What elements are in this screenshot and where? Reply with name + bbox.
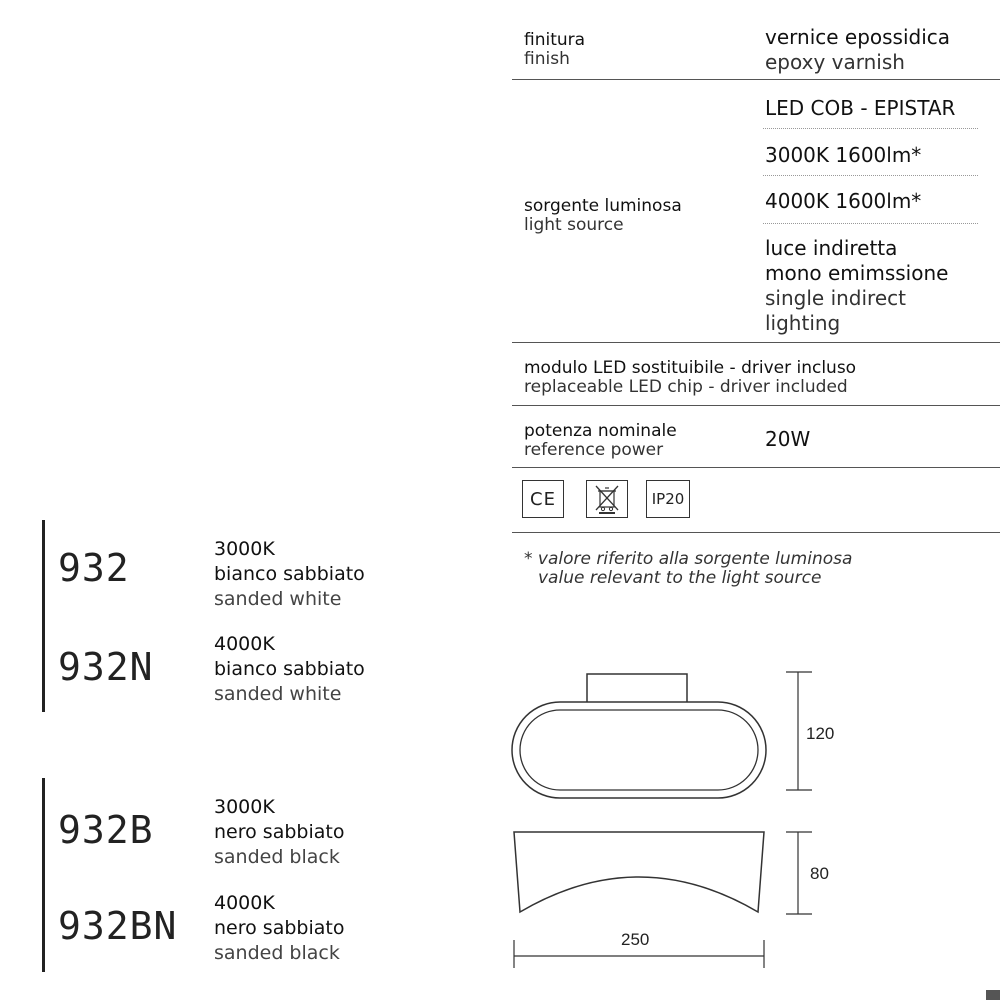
emission-en-1: single indirect xyxy=(765,286,906,310)
ce-mark-icon xyxy=(522,480,564,518)
variant-finish-it: nero sabbiato xyxy=(214,917,345,939)
emission-it-2: mono emimssione xyxy=(765,261,949,285)
variant-temp: 4000K xyxy=(214,633,275,655)
footnote-it: * valore riferito alla sorgente luminosa xyxy=(524,549,853,569)
module-text-en: replaceable LED chip - driver included xyxy=(524,377,848,397)
variant-temp: 3000K xyxy=(214,796,275,818)
divider xyxy=(512,467,1000,468)
variant-temp: 3000K xyxy=(214,538,275,560)
variant-finish-en: sanded black xyxy=(214,942,340,964)
variant-group-bar xyxy=(42,520,45,712)
light-source-label-en: light source xyxy=(524,215,624,235)
variant-details xyxy=(214,537,365,612)
variant-finish-it: nero sabbiato xyxy=(214,821,345,843)
finish-label-it: finitura xyxy=(524,30,586,50)
footnote-en: value relevant to the light source xyxy=(538,568,822,588)
option-3000k: 3000K 1600lm* xyxy=(765,143,922,167)
variant-finish-en: sanded white xyxy=(214,683,342,705)
ce-mark-text: CE xyxy=(530,488,556,510)
lamp-side-profile xyxy=(514,832,764,912)
divider xyxy=(512,79,1000,80)
dimension-label-250: 250 xyxy=(621,930,650,949)
divider-dotted xyxy=(763,128,978,129)
light-source-label-it: sorgente luminosa xyxy=(524,196,682,216)
variant-temp: 4000K xyxy=(214,892,275,914)
corner-mark xyxy=(986,990,1000,1000)
variant-details xyxy=(214,632,365,707)
power-value: 20W xyxy=(765,427,811,451)
technical-drawing xyxy=(500,660,880,980)
variant-finish-it: bianco sabbiato xyxy=(214,658,365,680)
variant-code: 932B xyxy=(58,808,154,852)
side-view xyxy=(514,832,764,912)
finish-label-en: finish xyxy=(524,49,570,69)
led-type: LED COB - EPISTAR xyxy=(765,96,956,120)
dimension-label-80: 80 xyxy=(810,864,829,883)
weee-bin-icon xyxy=(586,480,628,518)
variant-group-bar xyxy=(42,778,45,972)
ip-rating-icon xyxy=(646,480,690,518)
variant-details xyxy=(214,795,344,870)
variant-code: 932 xyxy=(58,546,130,590)
weee-bin-symbol xyxy=(592,483,622,515)
divider-dotted xyxy=(763,175,978,176)
variant-finish-en: sanded black xyxy=(214,846,340,868)
finish-value-it: vernice epossidica xyxy=(765,25,951,49)
lamp-body-outer xyxy=(512,702,766,798)
option-4000k: 4000K 1600lm* xyxy=(765,189,922,213)
finish-value-en: epoxy varnish xyxy=(765,50,905,74)
variant-code: 932N xyxy=(58,645,154,689)
variant-finish-it: bianco sabbiato xyxy=(214,563,365,585)
divider xyxy=(512,405,1000,406)
emission-it-1: luce indiretta xyxy=(765,236,898,260)
module-text-it: modulo LED sostituibile - driver incluso xyxy=(524,358,857,378)
divider-dotted xyxy=(763,223,978,224)
variant-details xyxy=(214,891,344,966)
top-view xyxy=(512,674,766,798)
power-label-it: potenza nominale xyxy=(524,421,677,441)
variant-code: 932BN xyxy=(58,904,178,948)
variant-finish-en: sanded white xyxy=(214,588,342,610)
ip-rating-text: IP20 xyxy=(651,490,685,508)
divider xyxy=(512,532,1000,533)
dimension-label-120: 120 xyxy=(806,724,835,743)
emission-en-2: lighting xyxy=(765,311,841,335)
dimension-height-side xyxy=(786,832,812,914)
divider xyxy=(512,342,1000,343)
power-label-en: reference power xyxy=(524,440,664,460)
